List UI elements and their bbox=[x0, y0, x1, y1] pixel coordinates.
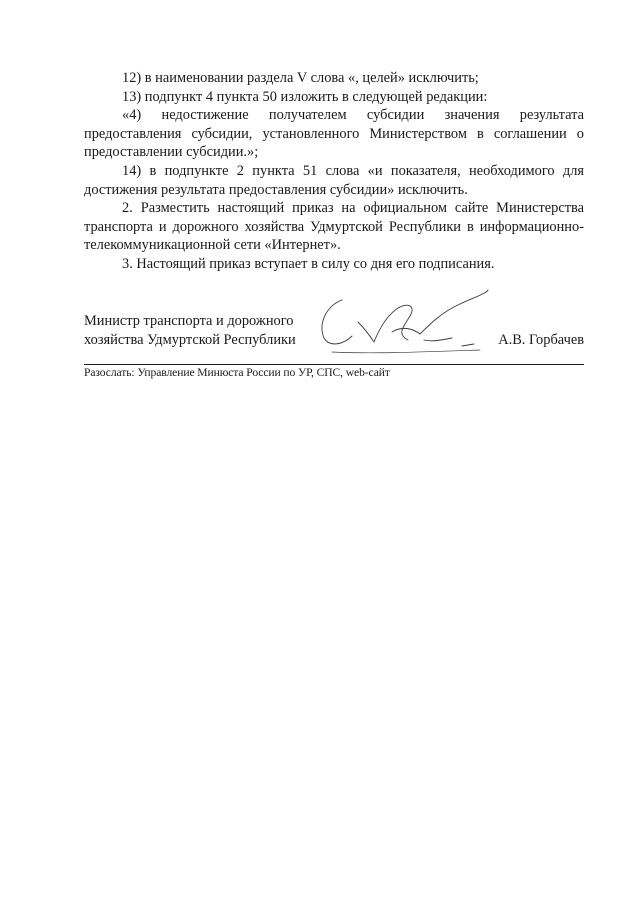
handwritten-signature bbox=[312, 282, 492, 360]
paragraph-quoted-item-4: «4) недостижение получателем субсидии значения результата предоставления субсидии, установленного Министерством в соглашении о предоставлении субсидии.»; bbox=[84, 107, 584, 161]
signatory-title bbox=[84, 312, 324, 349]
signatory-title-line-2: хозяйства Удмуртской Республики bbox=[84, 331, 296, 348]
paragraph-item-13: 13) подпункт 4 пункта 50 изложить в следующей редакции: bbox=[122, 88, 488, 105]
paragraph-clause-2: 2. Разместить настоящий приказ на официальном сайте Министерства транспорта и дорожного хозяйства Удмуртской Республики в информационно-телекоммуникационной сети «Интернет». bbox=[84, 200, 584, 254]
signature-block bbox=[84, 312, 584, 352]
document-body bbox=[84, 69, 584, 274]
signatory-title-line-1: Министр транспорта и дорожного bbox=[84, 313, 294, 329]
paragraph-clause-3: 3. Настоящий приказ вступает в силу со дня его подписания. bbox=[122, 255, 495, 272]
signatory-name: А.В. Горбачев bbox=[498, 331, 584, 348]
paragraph-item-12: 12) в наименовании раздела V слова «, целей» исключить; bbox=[122, 70, 479, 86]
horizontal-divider bbox=[84, 364, 584, 365]
paragraph-item-14: 14) в подпункте 2 пункта 51 слова «и показателя, необходимого для достижения результата предоставления субсидии» исключить. bbox=[84, 162, 584, 198]
distribution-list: Разослать: Управление Минюста России по УР, СПС, web-сайт bbox=[84, 366, 390, 379]
